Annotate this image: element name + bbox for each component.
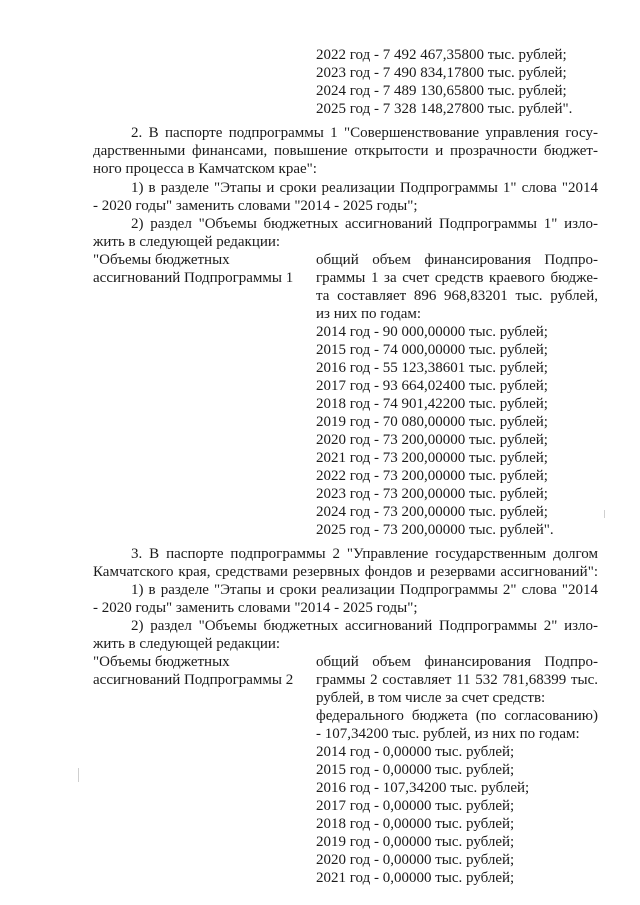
section3-left-label: "Объемы бюджетных [93,654,230,670]
section2-right-intro: из них по годам: [316,306,422,322]
section2-item2-line: 2) раздел "Объемы бюджетных ассигнований Подпрограммы 1" изло- [131,216,598,232]
section3-right-intro: общий объем финансирования Подпро- [316,654,598,670]
section3-year-line: 2015 год - 0,00000 тыс. рублей; [316,762,515,778]
section2-year-line: 2014 год - 90 000,00000 тыс. рублей; [316,324,548,340]
top-list-line: 2022 год - 7 492 467,35800 тыс. рублей; [316,47,567,63]
section2-year-line: 2018 год - 74 901,42200 тыс. рублей; [316,396,548,412]
section2-year-line: 2023 год - 73 200,00000 тыс. рублей; [316,486,548,502]
section2-heading-line: ного процесса в Камчатском крае": [93,161,317,177]
section2-right-intro: та составляет 896 968,83201 тыс. рублей, [316,288,598,304]
section3-item1-line: - 2020 годы" заменить словами "2014 - 2025 годы"; [93,600,418,616]
section3-left-label: ассигнований Подпрограммы 2 [93,672,294,688]
section3-item2-line: 2) раздел "Объемы бюджетных ассигнований Подпрограммы 2" изло- [131,618,598,634]
section3-heading-line: Камчатского края, средствами резервных фондов и резервами ассигнований": [93,564,598,580]
section2-heading-line: дарственными финансами, повышение открытости и прозрачности бюджет- [93,143,598,159]
section2-year-line: 2017 год - 93 664,02400 тыс. рублей; [316,378,548,394]
section3-year-line: 2014 год - 0,00000 тыс. рублей; [316,744,515,760]
section2-year-line: 2020 год - 73 200,00000 тыс. рублей; [316,432,548,448]
section2-year-line: 2025 год - 73 200,00000 тыс. рублей". [316,522,554,538]
section3-year-line: 2018 год - 0,00000 тыс. рублей; [316,816,515,832]
section2-year-line: 2022 год - 73 200,00000 тыс. рублей; [316,468,548,484]
section3-year-line: 2016 год - 107,34200 тыс. рублей; [316,780,530,796]
section2-item1-line: 1) в разделе "Этапы и сроки реализации Подпрограммы 1" слова "2014 [131,180,598,196]
section2-item1-line: - 2020 годы" заменить словами "2014 - 2025 годы"; [93,198,418,214]
section2-year-line: 2024 год - 73 200,00000 тыс. рублей; [316,504,548,520]
section2-right-intro: общий объем финансирования Подпро- [316,252,598,268]
section2-left-label: "Объемы бюджетных [93,252,230,268]
section3-right-intro: федерального бюджета (по согласованию) [316,708,598,724]
section3-heading-line: 3. В паспорте подпрограммы 2 "Управление государственным долгом [131,546,598,562]
scan-artifact [604,510,605,518]
section2-year-line: 2016 год - 55 123,38601 тыс. рублей; [316,360,548,376]
section2-heading-line: 2. В паспорте подпрограммы 1 "Совершенствование управления госу- [131,125,598,141]
section2-year-line: 2021 год - 73 200,00000 тыс. рублей; [316,450,548,466]
section3-right-intro: граммы 2 составляет 11 532 781,68399 тыс. [316,672,598,688]
section3-year-line: 2019 год - 0,00000 тыс. рублей; [316,834,515,850]
section3-right-intro: - 107,34200 тыс. рублей, из них по годам: [316,726,580,742]
top-list-line: 2025 год - 7 328 148,27800 тыс. рублей". [316,101,573,117]
top-list-line: 2023 год - 7 490 834,17800 тыс. рублей; [316,65,567,81]
section3-year-line: 2017 год - 0,00000 тыс. рублей; [316,798,515,814]
section3-item1-line: 1) в разделе "Этапы и сроки реализации Подпрограммы 2" слова "2014 [131,582,598,598]
section2-item2-line: жить в следующей редакции: [93,234,281,250]
section3-item2-line: жить в следующей редакции: [93,636,281,652]
section2-year-line: 2019 год - 70 080,00000 тыс. рублей; [316,414,548,430]
section2-year-line: 2015 год - 74 000,00000 тыс. рублей; [316,342,548,358]
section2-left-label: ассигнований Подпрограммы 1 [93,270,294,286]
section2-right-intro: граммы 1 за счет средств краевого бюдже- [316,270,598,286]
scan-artifact [78,768,79,782]
top-list-line: 2024 год - 7 489 130,65800 тыс. рублей; [316,83,567,99]
section3-year-line: 2020 год - 0,00000 тыс. рублей; [316,852,515,868]
section3-year-line: 2021 год - 0,00000 тыс. рублей; [316,870,515,886]
section3-right-intro: рублей, в том числе за счет средств: [316,690,546,706]
